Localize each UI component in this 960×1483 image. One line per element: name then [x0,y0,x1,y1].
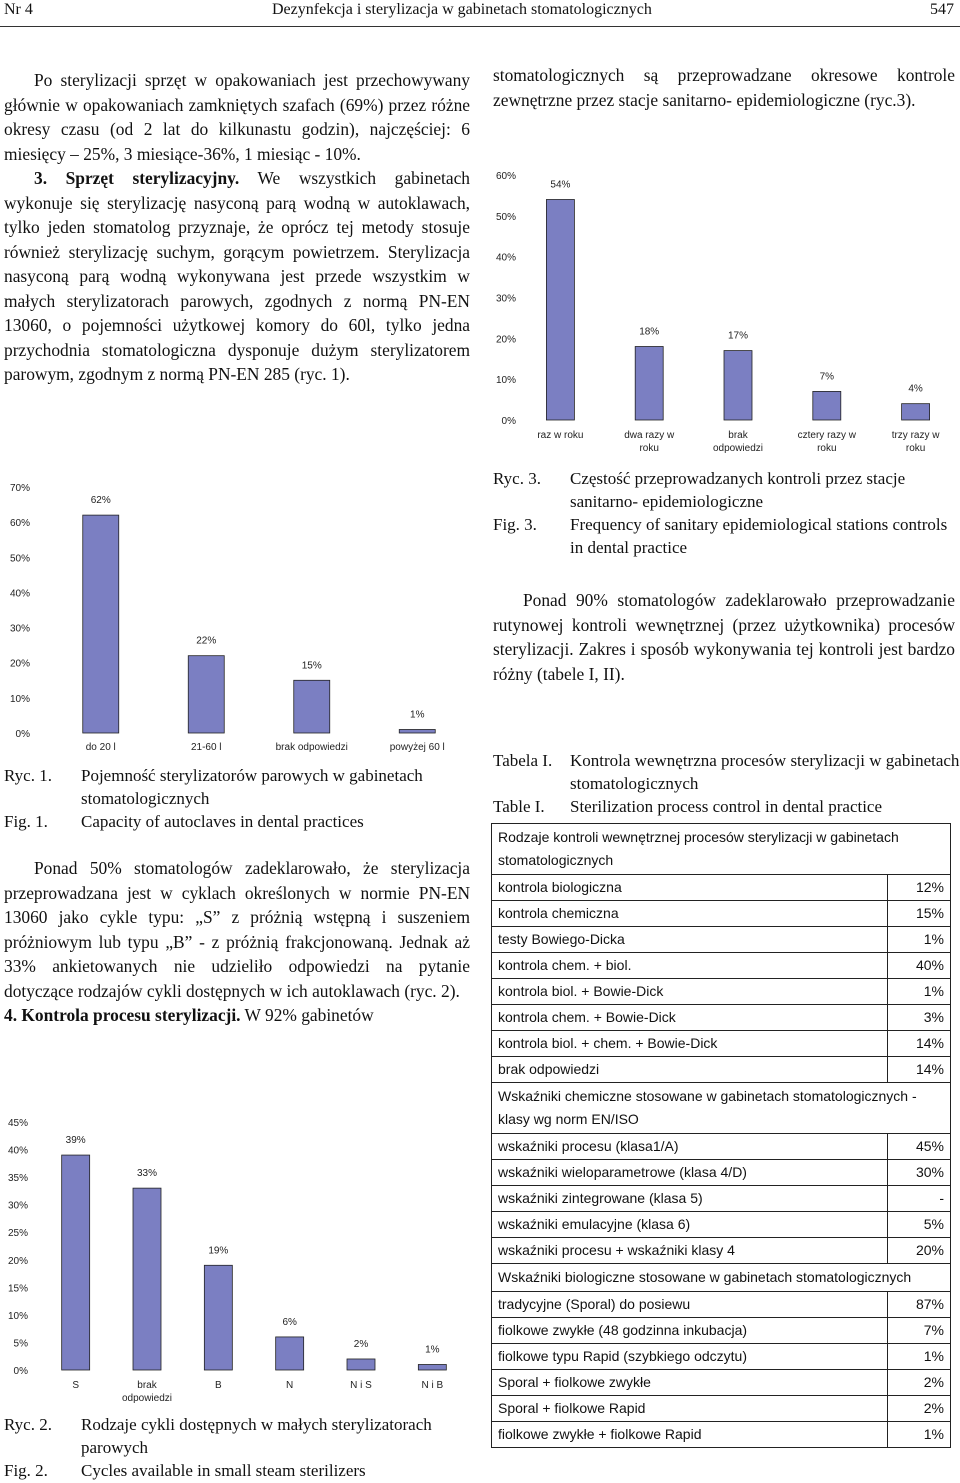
y-tick-label: 40% [9,588,30,600]
data-label: 15% [301,660,322,672]
fig3-en-text: Frequency of sanitary epidemiological stations controls in dental practice [570,515,948,557]
table-row [492,1318,951,1344]
y-tick-label: 60% [9,518,30,530]
paragraph-internal-control: Ponad 90% stomatologów zadeklarowało przeprowadzanie rutynowej kontroli wewnętrznej (przez użytkownika) procesów sterylizacji. Zakres i sposób wykonywania tej kontroli jest bardzo różny (tabele I, II). [493,590,955,684]
y-tick-label: 30% [9,623,30,635]
table-cell-label: wskaźniki emulacyjne (klasa 6) [492,1212,888,1238]
table-cell-value: 20% [888,1238,951,1264]
table-cell-label: kontrola biol. + Bowie-Dick [492,979,888,1005]
fig3-pl-text: Częstość przeprowadzanych kontroli przez stacje sanitarno- epidemiologiczne [570,469,906,511]
figure-1-caption [4,764,470,834]
table-cell-value: 30% [888,1160,951,1186]
bar [276,1337,304,1370]
table-cell-label: kontrola biologiczna [492,875,888,901]
table-cell-value: 1% [888,979,951,1005]
table-cell-label: fiolkowe zwykłe (48 godzinna inkubacja) [492,1318,888,1344]
table-row [492,979,951,1005]
bar [83,515,119,733]
data-label: 54% [550,179,571,191]
figure-3-chart [486,160,960,460]
section-4-heading: 4. Kontrola procesu sterylizacji. [4,1005,241,1025]
table-cell-label: kontrola chemiczna [492,901,888,927]
table-cell-value: 87% [888,1292,951,1318]
fig3-en-label: Fig. 3. [493,515,537,534]
bar [902,404,930,420]
table-row [492,1160,951,1186]
left-text-bottom [4,856,470,1028]
section-3-heading: 3. Sprzęt sterylizacyjny. [34,168,240,188]
category-label: brak odpowiedzi [121,1380,173,1404]
data-label: 1% [425,1344,440,1356]
paragraph-control-start: W 92% gabinetów [240,1005,374,1025]
y-tick-label: 30% [495,293,516,305]
table-row [492,1031,951,1057]
category-label: cztery razy w roku [797,430,856,454]
bar [294,680,330,733]
bar [133,1188,161,1370]
table-cell-value: 1% [888,1344,951,1370]
y-tick-label: 10% [9,693,30,705]
paragraph-sterilization-equipment: We wszystkich gabinetach wykonuje się sterylizację nasyconą parą wodną w autoklawach, tylko jeden stomatolog przyznaje, że oprócz tej metody stosuje również sterylizację suchym, gorącym powietrzem. Sterylizacja nasyconą parą wodną wykonywana jest przede wszystkim w małych sterylizatorach parowych, zgodnych z normą PN-EN 13060, o pojemności użytkowej komory do 60l, tylko jedna przychodnia stomatologiczna dysponuje dużym sterylizatorem parowym, zgodnym z normą PN-EN 285 (ryc. 1). [4,168,470,384]
y-tick-label: 5% [13,1338,28,1350]
table-cell-value: 2% [888,1396,951,1422]
y-tick-label: 20% [7,1255,28,1267]
paragraph-external-control: stomatologicznych są przeprowadzane okresowe kontrole zewnętrzne przez stacje sanitarno- epidemiologiczne (ryc.3). [493,65,955,110]
data-label: 17% [727,330,749,342]
table-cell-label: Rodzaje kontroli wewnętrznej procesów sterylizacji w gabinetach stomatologicznych [492,824,951,875]
table-cell-label: tradycyjne (Sporal) do posiewu [492,1292,888,1318]
table-row [492,953,951,979]
table-1 [491,823,951,1448]
bar [724,351,752,420]
table-row [492,901,951,927]
bar [62,1155,90,1370]
paragraph-cycles: Ponad 50% stomatologów zadeklarowało, że sterylizacja przeprowadzana jest w cyklach określonych w normie PN-EN 13060 jako cykle typu: „S” z próżnią wstępną i suszeniem próżniowym lub typu „B” - z próżnią frakcjonowaną. Jednak aż 33% ankietowanych nie udzieliło odpowiedzi na pytanie dotyczące rodzajów cykli dostępnych w ich autoklawach (ryc. 2). [4,858,470,1001]
category-label: N i S [350,1380,372,1391]
running-header [0,0,960,26]
figure-3-caption [493,467,959,562]
table-cell-label: brak odpowiedzi [492,1057,888,1083]
tab1-pl-text: Kontrola wewnętrzna procesów sterylizacji w gabinetach stomatologicznych [570,751,960,793]
table-cell-label: Sporal + fiolkowe zwykłe [492,1370,888,1396]
fig1-en-label: Fig. 1. [4,812,48,831]
fig2-pl-label: Ryc. 2. [4,1415,52,1434]
y-tick-label: 20% [9,658,30,670]
table-cell-value: - [888,1186,951,1212]
bar [418,1364,446,1370]
fig2-en-label: Fig. 2. [4,1461,48,1480]
bar [635,347,663,421]
table-cell-value: 1% [888,927,951,953]
figure-2-caption [4,1413,470,1483]
bar [546,200,574,421]
table-row [492,1186,951,1212]
y-tick-label: 50% [495,211,516,223]
category-label: trzy razy w roku [891,430,940,454]
category-label: brak odpowiedzi [712,430,764,454]
table-section-header [492,1083,951,1134]
category-label: raz w roku [537,430,584,441]
table-row [492,1344,951,1370]
y-tick-label: 0% [501,416,516,427]
y-tick-label: 40% [495,252,516,264]
y-tick-label: 70% [9,483,30,494]
data-label: 18% [639,326,660,338]
table-cell-value: 14% [888,1031,951,1057]
bar [188,656,224,733]
table-cell-value: 5% [888,1212,951,1238]
fig2-en-text: Cycles available in small steam sterilizers [81,1461,366,1480]
fig2-pl-text: Rodzaje cykli dostępnych w małych sterylizatorach parowych [81,1415,432,1457]
y-tick-label: 25% [7,1228,28,1240]
bar [399,729,435,733]
category-label: N i B [421,1380,444,1391]
table-cell-value: 1% [888,1422,951,1448]
table-cell-label: Wskaźniki biologiczne stosowane w gabinetach stomatologicznych [492,1264,951,1292]
tab1-en-label: Table I. [493,797,545,816]
table-cell-value: 12% [888,875,951,901]
category-label: dwa razy w roku [624,430,675,454]
category-label: S [72,1380,80,1391]
y-tick-label: 10% [495,375,516,387]
table-row [492,1396,951,1422]
table-cell-value: 14% [888,1057,951,1083]
fig1-pl-text: Pojemność sterylizatorów parowych w gabinetach stomatologicznych [81,766,423,808]
table-cell-value: 3% [888,1005,951,1031]
table-cell-label: kontrola chem. + biol. [492,953,888,979]
fig1-pl-label: Ryc. 1. [4,766,52,785]
data-label: 7% [819,371,835,383]
table-cell-value: 40% [888,953,951,979]
y-tick-label: 15% [7,1283,28,1295]
table-section-header [492,824,951,875]
data-label: 4% [908,383,923,395]
y-tick-label: 20% [495,334,516,346]
category-label: powyżej 60 l [389,742,445,753]
data-label: 33% [136,1168,158,1180]
table-cell-label: Sporal + fiolkowe Rapid [492,1396,888,1422]
category-label: brak odpowiedzi [275,742,348,753]
y-tick-label: 60% [495,171,516,182]
data-label: 62% [90,495,111,507]
y-tick-label: 30% [7,1200,28,1212]
table-row [492,1370,951,1396]
y-tick-label: 0% [13,1366,28,1377]
table-section-header [492,1264,951,1292]
table-cell-value: 7% [888,1318,951,1344]
y-tick-label: 10% [7,1310,28,1322]
table-row [492,1134,951,1160]
figure-2-chart [0,1108,470,1408]
category-label: N [286,1380,294,1391]
figure-1-chart [0,470,470,755]
table-cell-label: fiolkowe typu Rapid (szybkiego odczytu) [492,1344,888,1370]
data-label: 39% [65,1135,86,1147]
data-label: 19% [208,1245,229,1257]
y-tick-label: 0% [15,729,30,740]
y-tick-label: 35% [7,1173,28,1185]
data-label: 2% [353,1338,369,1350]
data-label: 6% [282,1316,297,1328]
table-cell-value: 15% [888,901,951,927]
table-1-caption [493,749,959,821]
right-text-middle [493,588,955,686]
table-cell-label: kontrola chem. + Bowie-Dick [492,1005,888,1031]
table-cell-label: kontrola biol. + chem. + Bowie-Dick [492,1031,888,1057]
tab1-pl-label: Tabela I. [493,751,553,770]
table-row [492,1005,951,1031]
category-label: do 20 l [85,742,116,753]
table-row [492,1292,951,1318]
category-label: B [214,1380,222,1391]
table-cell-label: fiolkowe zwykłe + fiolkowe Rapid [492,1422,888,1448]
table-row [492,1238,951,1264]
table-row [492,1422,951,1448]
y-tick-label: 40% [7,1145,28,1157]
table-cell-label: wskaźniki zintegrowane (klasa 5) [492,1186,888,1212]
category-label: 21-60 l [190,742,222,753]
data-label: 1% [410,709,425,721]
header-rule [0,26,960,27]
table-row [492,875,951,901]
right-text-top [493,63,955,112]
issue-number: Nr 4 [4,1,33,18]
table-row [492,1057,951,1083]
fig3-pl-label: Ryc. 3. [493,469,541,488]
table-cell-label: wskaźniki procesu (klasa1/A) [492,1134,888,1160]
bar [813,391,841,420]
fig1-en-text: Capacity of autoclaves in dental practices [81,812,364,831]
table-cell-label: testy Bowiego-Dicka [492,927,888,953]
table-cell-value: 45% [888,1134,951,1160]
paragraph-storage: Po sterylizacji sprzęt w opakowaniach jest przechowywany głównie w opakowaniach zamkniętych szafach (69%) przez różne okresy czasu (od 2 lat do kilkunastu godzin), najczęściej: 6 miesięcy – 25%, 3 miesiące-36%, 1 miesiąc - 10%. [4,70,470,164]
table-cell-label: Wskaźniki chemiczne stosowane w gabinetach stomatologicznych - klasy wg norm EN/ISO [492,1083,951,1134]
y-tick-label: 45% [7,1118,28,1129]
left-text-top [4,68,470,387]
bar [347,1359,375,1370]
table-row [492,927,951,953]
page-number: 547 [930,1,954,18]
bar [204,1265,232,1370]
y-tick-label: 50% [9,553,30,565]
table-cell-label: wskaźniki wieloparametrowe (klasa 4/D) [492,1160,888,1186]
table-row [492,1212,951,1238]
data-label: 22% [196,635,217,647]
tab1-en-text: Sterilization process control in dental practice [570,797,883,816]
table-cell-value: 2% [888,1370,951,1396]
table-cell-label: wskaźniki procesu + wskaźniki klasy 4 [492,1238,888,1264]
journal-title: Dezynfekcja i sterylizacja w gabinetach stomatologicznych [272,1,652,18]
